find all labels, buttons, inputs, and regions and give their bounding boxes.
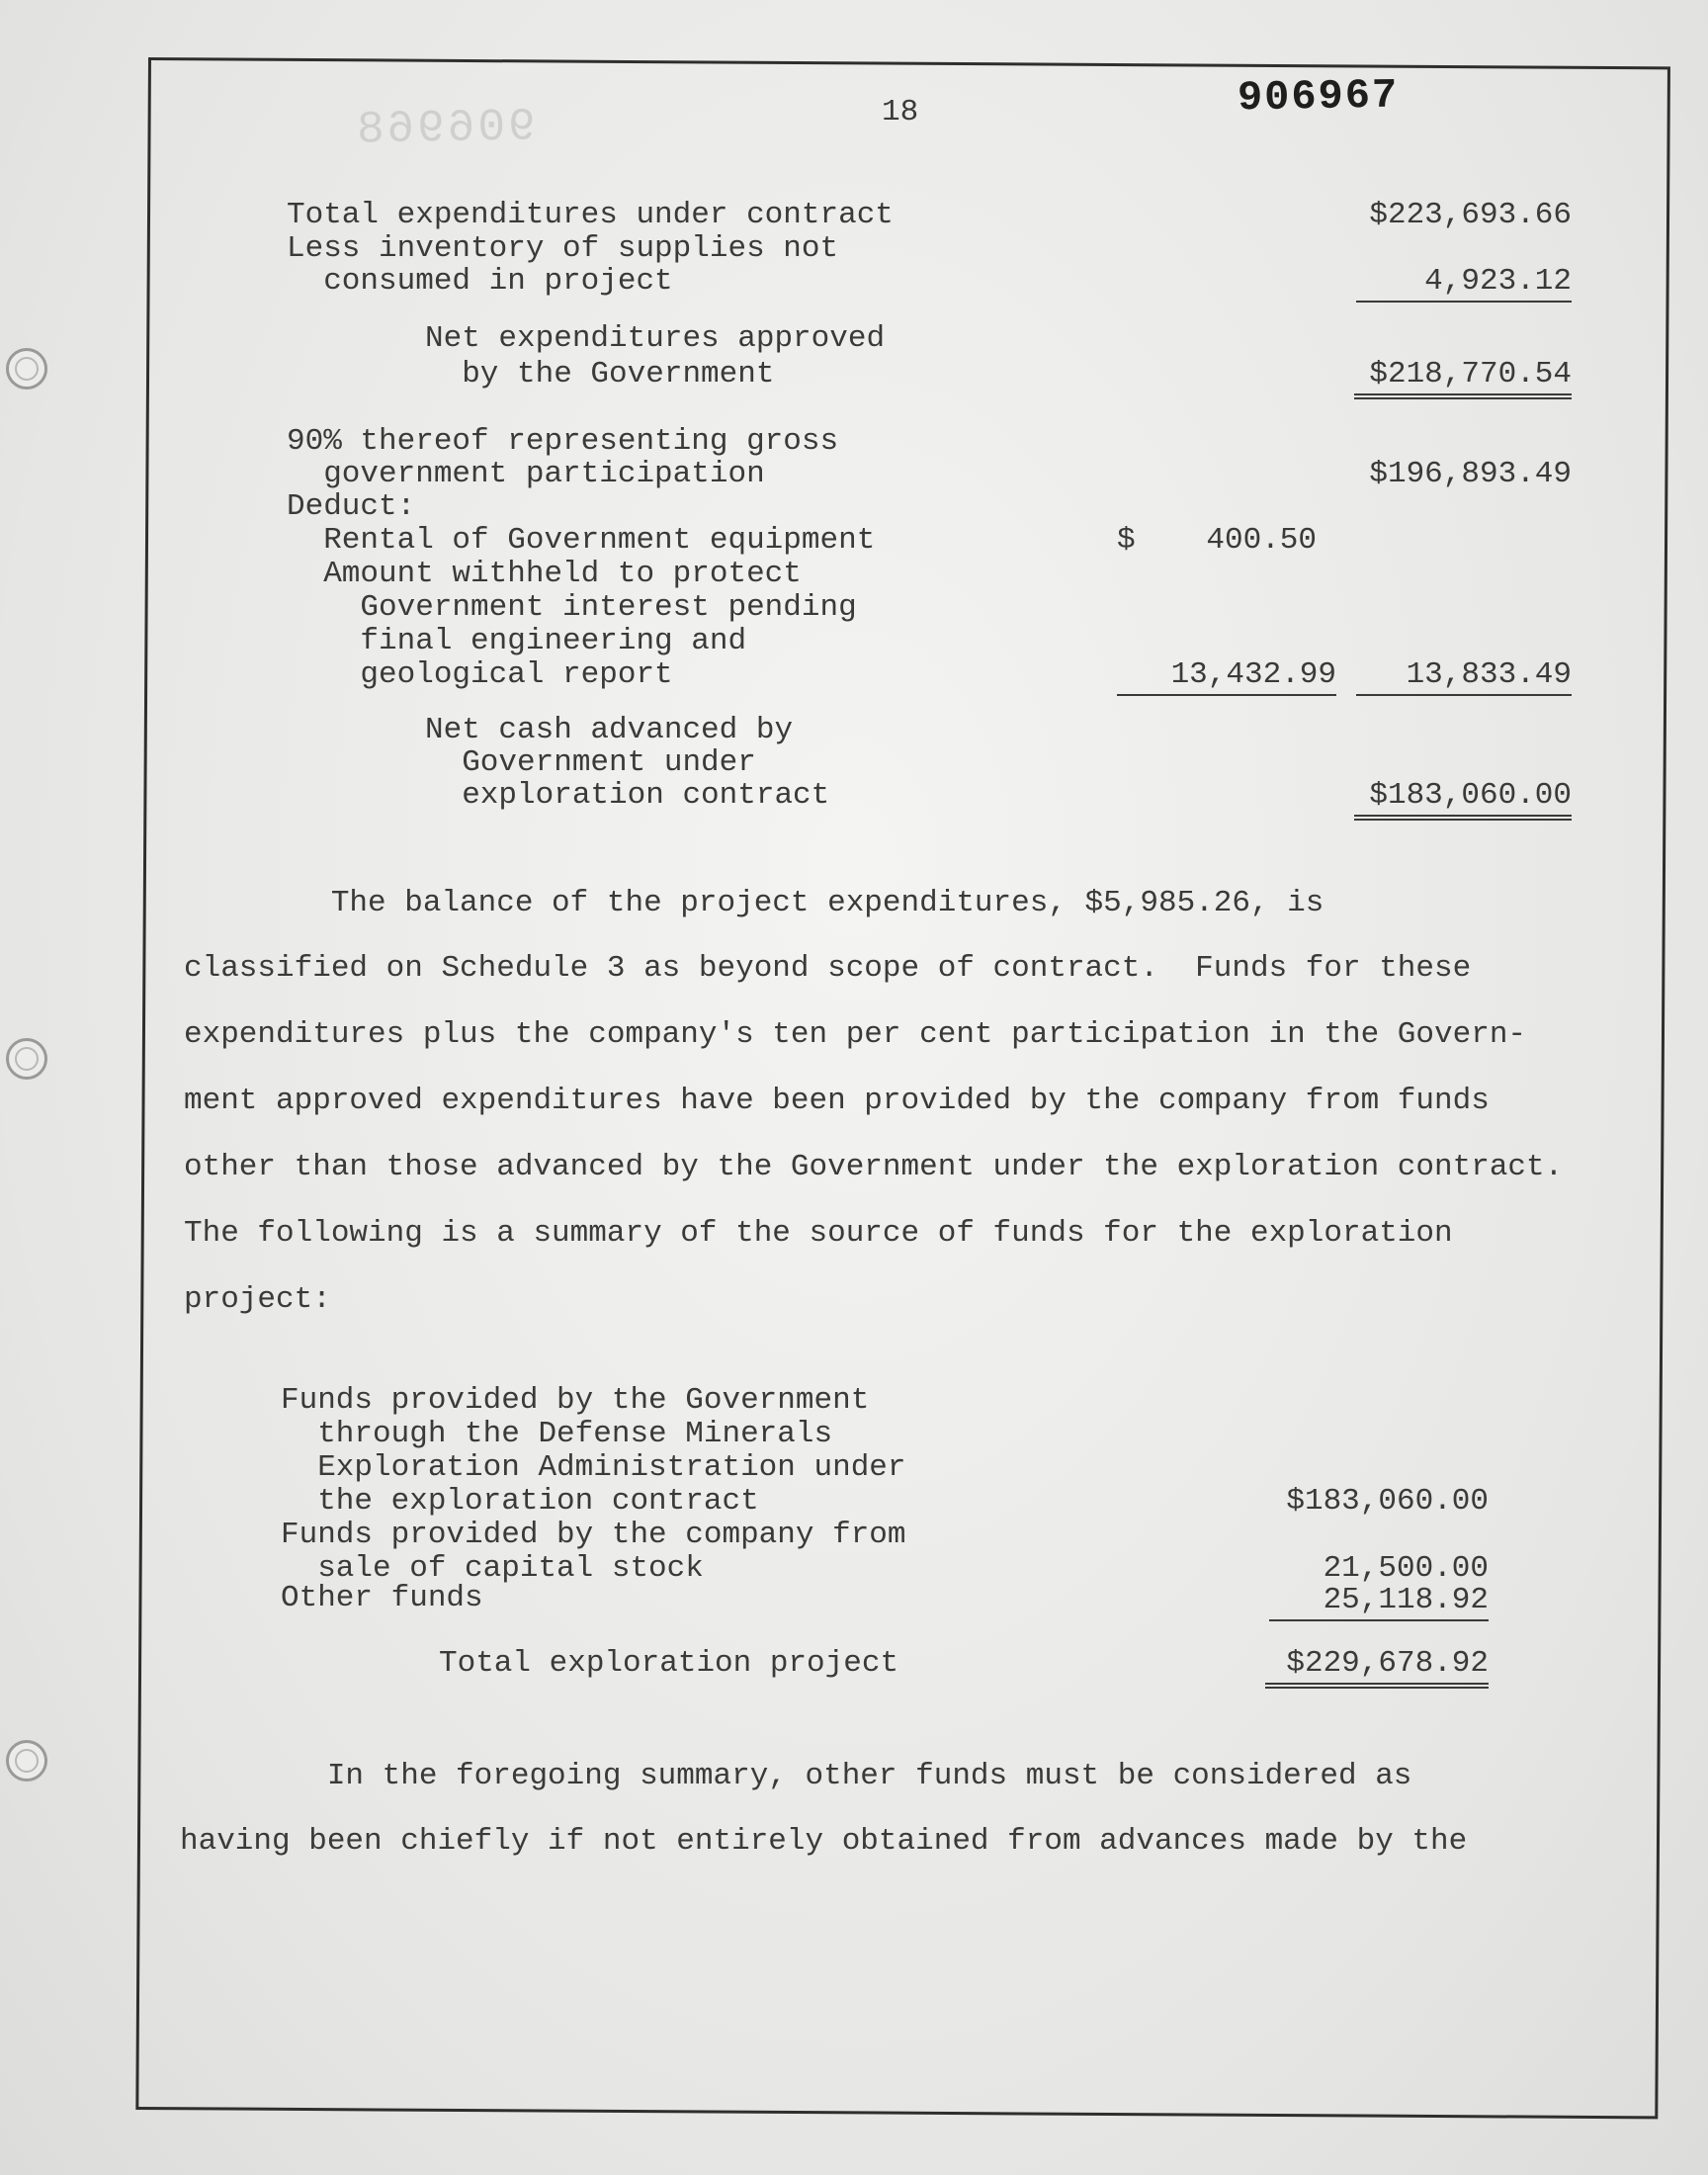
statement-amount: 400.50	[1206, 523, 1317, 558]
binder-hole	[6, 1740, 47, 1782]
summary-label: Exploration Administration under	[281, 1450, 906, 1485]
statement-label: Less inventory of supplies not	[287, 231, 839, 266]
summary-amount: $183,060.00	[1286, 1484, 1489, 1519]
paragraph-line: classified on Schedule 3 as beyond scope of contract. Funds for these	[184, 951, 1472, 986]
summary-label: Funds provided by the Government	[281, 1383, 870, 1418]
paragraph-line: The following is a summary of the source of funds for the exploration	[184, 1216, 1453, 1251]
stamped-document-number: 906967	[1237, 71, 1400, 123]
summary-label: the exploration contract	[281, 1484, 759, 1519]
summary-amount: 25,118.92	[1269, 1584, 1489, 1621]
statement-label: Deduct:	[287, 489, 416, 524]
binder-hole	[6, 1038, 47, 1080]
statement-amount: 4,923.12	[1356, 265, 1572, 303]
bleed-through-number: 906968	[353, 101, 537, 156]
statement-label: Amount withheld to protect	[287, 557, 802, 591]
statement-amount: $196,893.49	[1369, 457, 1572, 491]
statement-label: Net cash advanced by	[425, 713, 794, 747]
statement-label: Total expenditures under contract	[287, 198, 894, 232]
summary-amount: 21,500.00	[1323, 1551, 1489, 1586]
paragraph-line: expenditures plus the company's ten per cent participation in the Govern-	[184, 1017, 1527, 1052]
statement-label: government participation	[287, 457, 765, 491]
page-number: 18	[882, 95, 919, 130]
summary-total-label: Total exploration project	[439, 1646, 899, 1681]
statement-label: geological report	[287, 657, 673, 692]
paragraph-line: having been chiefly if not entirely obtained from advances made by the	[180, 1824, 1468, 1859]
summary-label: Funds provided by the company from	[281, 1518, 906, 1552]
statement-label: exploration contract	[425, 778, 830, 813]
summary-label: through the Defense Minerals	[281, 1417, 833, 1451]
statement-label: final engineering and	[287, 624, 747, 658]
paragraph-line: The balance of the project expenditures, $5,985.26, is	[184, 886, 1324, 920]
statement-amount: 13,432.99	[1117, 658, 1336, 696]
statement-label: Government interest pending	[287, 590, 857, 625]
summary-label: sale of capital stock	[281, 1551, 704, 1586]
currency-sign: $	[1117, 523, 1136, 558]
paragraph-line: In the foregoing summary, other funds must be considered as	[180, 1759, 1412, 1793]
paragraph-line: project:	[184, 1282, 331, 1317]
paragraph-line: ment approved expenditures have been provided by the company from funds	[184, 1084, 1490, 1118]
statement-label: Government under	[425, 745, 756, 780]
paragraph-line: other than those advanced by the Government under the exploration contract.	[184, 1150, 1564, 1184]
binder-hole	[6, 348, 47, 390]
statement-amount: $183,060.00	[1354, 779, 1572, 821]
statement-label: by the Government	[425, 357, 775, 392]
statement-amount: 13,833.49	[1356, 658, 1572, 696]
statement-amount: $223,693.66	[1369, 198, 1572, 232]
summary-total-amount: $229,678.92	[1265, 1647, 1489, 1689]
statement-label: Net expenditures approved	[425, 321, 886, 356]
statement-label: consumed in project	[287, 264, 673, 299]
statement-label: Rental of Government equipment	[287, 523, 876, 558]
summary-label: Other funds	[281, 1581, 483, 1615]
statement-amount: $218,770.54	[1354, 358, 1572, 399]
statement-label: 90% thereof representing gross	[287, 424, 839, 459]
